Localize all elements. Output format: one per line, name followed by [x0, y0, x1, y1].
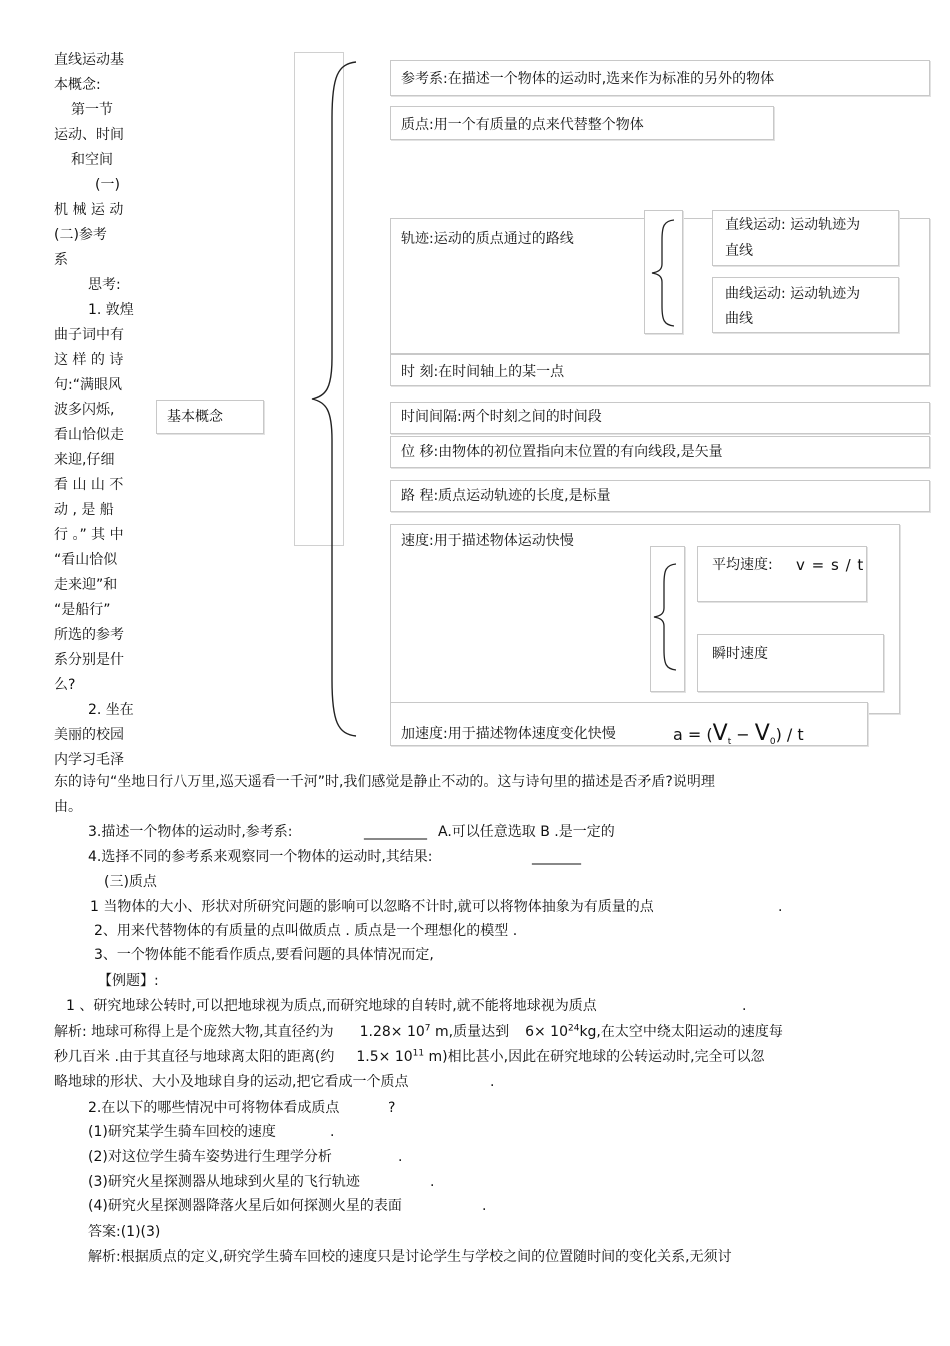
displacement-text: 位 移:由物体的初位置指向末位置的有向线段,是矢量: [401, 444, 723, 460]
velocity-text: 速度:用于描述物体运动快慢: [401, 533, 574, 549]
average-velocity-label: 平均速度:: [712, 557, 773, 573]
linear-motion-box: [712, 210, 899, 266]
paragraph-line: 由。: [54, 799, 82, 815]
question-3: 3.描述一个物体的运动时,参考系:: [88, 824, 293, 840]
moment-text: 时 刻:在时间轴上的某一点: [401, 364, 565, 380]
displacement-box: [390, 436, 930, 468]
formula-a: a = (: [673, 725, 713, 744]
number: 1.28× 10: [359, 1024, 425, 1040]
analysis-text: 解析: 地球可称得上是个庞然大物,其直径约为: [54, 1024, 334, 1040]
analysis-1-b: [54, 1047, 765, 1067]
left-line: 行 。” 其 中: [54, 527, 124, 543]
option-end: .: [482, 1198, 487, 1214]
left-line: 所选的参考: [54, 627, 124, 643]
left-line: 和空间: [71, 152, 113, 168]
linear-motion-text-2: 直线: [725, 243, 753, 259]
trajectory-text: 轨迹:运动的质点通过的路线: [401, 231, 574, 247]
example-2: 2.在以下的哪些情况中可将物体看成质点: [88, 1100, 340, 1116]
left-line: 第一节: [71, 102, 113, 118]
interval-box: [390, 402, 930, 434]
formula-v0: V: [754, 721, 770, 746]
analysis-1-a: [54, 1022, 783, 1042]
rule-3: 3、一个物体能不能看作质点,要看问题的具体情况而定,: [94, 947, 434, 963]
question-3-options: A.可以任意选取 B .是一定的: [438, 824, 615, 840]
analysis-text: m,质量达到: [430, 1024, 510, 1040]
average-velocity-box: [697, 546, 867, 602]
analysis-1-c: 略地球的形状、大小及地球自身的运动,把它看成一个质点: [54, 1074, 409, 1090]
acceleration-formula: [673, 721, 804, 747]
rule-1: 1 当物体的大小、形状对所研究问题的影响可以忽略不计时,就可以将物体抽象为有质量的点: [90, 899, 654, 915]
left-line: 1. 敦煌: [88, 302, 134, 318]
analysis-2: 解析:根据质点的定义,研究学生骑车回校的速度只是讨论学生与学校之间的位置随时间的变化关系,无须讨: [88, 1249, 732, 1265]
left-line: 这 样 的 诗: [54, 352, 124, 368]
instant-velocity-text: 瞬时速度: [712, 646, 768, 662]
exponent: 7: [424, 1023, 431, 1034]
linear-motion-text-1: 直线运动: 运动轨迹为: [725, 217, 861, 233]
reference-frame-text: 参考系:在描述一个物体的运动时,选来作为标准的另外的物体: [401, 71, 775, 87]
left-line: (二)参考: [54, 227, 107, 243]
option-end: .: [430, 1174, 435, 1190]
distance-text: 路 程:质点运动轨迹的长度,是标量: [401, 488, 611, 504]
left-line: 来迎,仔细: [54, 452, 115, 468]
distance-box: [390, 480, 930, 512]
left-line: 曲子词中有: [54, 327, 124, 343]
average-velocity-formula: v = s / t: [796, 556, 865, 574]
left-line: 看山恰似走: [54, 427, 124, 443]
curvilinear-motion-text-1: 曲线运动: 运动轨迹为: [725, 286, 861, 302]
reference-frame-box: [390, 60, 930, 96]
analysis-text: kg,在太空中绕太阳运动的速度每: [579, 1024, 783, 1040]
exponent: 11: [412, 1048, 425, 1059]
number: 1.5× 10: [356, 1049, 413, 1065]
left-line: 直线运动基: [54, 52, 124, 68]
root-concept-box: [156, 400, 264, 434]
formula-end: ) / t: [775, 725, 804, 744]
instant-velocity-box: [697, 634, 884, 692]
velocity-brace-icon: [650, 562, 680, 672]
left-line: 运动、时间: [54, 127, 124, 143]
example-1: 1 、研究地球公转时,可以把地球视为质点,而研究地球的自转时,就不能将地球视为质点: [66, 998, 597, 1014]
left-line: 2. 坐在: [88, 702, 134, 718]
left-line: 走来迎”和: [54, 577, 118, 593]
example-title: 【例题】:: [98, 973, 159, 989]
formula-v0-sub: 0: [769, 737, 776, 748]
left-line: 波多闪烁,: [54, 402, 115, 418]
option-3: (3)研究火星探测器从地球到火星的飞行轨迹: [88, 1174, 360, 1190]
question-4-blank: _______: [532, 849, 581, 865]
left-line: 系分别是什: [54, 652, 124, 668]
left-line: “是船行”: [54, 602, 111, 618]
analysis-text: m)相比甚小,因此在研究地球的公转运动时,完全可以忽: [424, 1049, 765, 1065]
left-line: 么?: [54, 677, 76, 693]
acceleration-text: 加速度:用于描述物体速度变化快慢: [401, 726, 616, 742]
left-line: “看山恰似: [54, 552, 118, 568]
analysis-text: 秒几百米 .由于其直径与地球离太阳的距离(约: [54, 1049, 335, 1065]
left-line: 美丽的校园: [54, 727, 124, 743]
rule-1-end: .: [778, 899, 783, 915]
question-3-blank: _________: [364, 824, 427, 840]
option-2: (2)对这位学生骑车姿势进行生理学分析: [88, 1149, 332, 1165]
moment-box: [390, 354, 930, 386]
particle-text: 质点:用一个有质量的点来代替整个物体: [401, 117, 644, 133]
left-line: 看 山 山 不: [54, 477, 124, 493]
left-line: 句:“满眼风: [54, 377, 122, 393]
left-line: 本概念:: [54, 77, 101, 93]
big-brace-icon: [300, 58, 360, 740]
formula-vt: V: [712, 721, 728, 746]
option-4: (4)研究火星探测器降落火星后如何探测火星的表面: [88, 1198, 402, 1214]
option-end: .: [330, 1124, 335, 1140]
option-1: (1)研究某学生骑车回校的速度: [88, 1124, 276, 1140]
interval-text: 时间间隔:两个时刻之间的时间段: [401, 409, 602, 425]
formula-vt-sub: t: [727, 737, 732, 748]
particle-box: [390, 106, 774, 140]
option-end: .: [398, 1149, 403, 1165]
left-line: 内学习毛泽: [54, 752, 124, 768]
formula-minus: −: [731, 725, 755, 744]
curvilinear-motion-box: [712, 277, 899, 333]
left-line: 动 , 是 船: [54, 502, 114, 518]
exponent: 24: [567, 1023, 580, 1034]
left-line: (一): [95, 177, 120, 193]
number: 6× 10: [525, 1024, 568, 1040]
acceleration-box: [390, 702, 868, 746]
answer: 答案:(1)(3): [88, 1224, 161, 1240]
rule-2: 2、用来代替物体的有质量的点叫做质点 . 质点是一个理想化的模型 .: [94, 923, 518, 939]
example-1-end: .: [742, 998, 747, 1014]
curvilinear-motion-text-2: 曲线: [725, 311, 753, 327]
left-line: 系: [54, 252, 68, 268]
paragraph-line: 东的诗句“坐地日行八万里,巡天遥看一千河”时,我们感觉是静止不动的。这与诗句里的描述是否矛盾?说明理: [54, 774, 715, 790]
analysis-1-end: .: [490, 1074, 495, 1090]
question-4: 4.选择不同的参考系来观察同一个物体的运动时,其结果:: [88, 849, 433, 865]
root-concept-label: 基本概念: [167, 409, 223, 425]
section-heading: (三)质点: [104, 874, 157, 890]
left-line: 机 械 运 动: [54, 202, 124, 218]
left-line: 思考:: [88, 277, 121, 293]
example-2-q: ?: [388, 1100, 396, 1116]
small-brace-icon: [648, 218, 678, 328]
